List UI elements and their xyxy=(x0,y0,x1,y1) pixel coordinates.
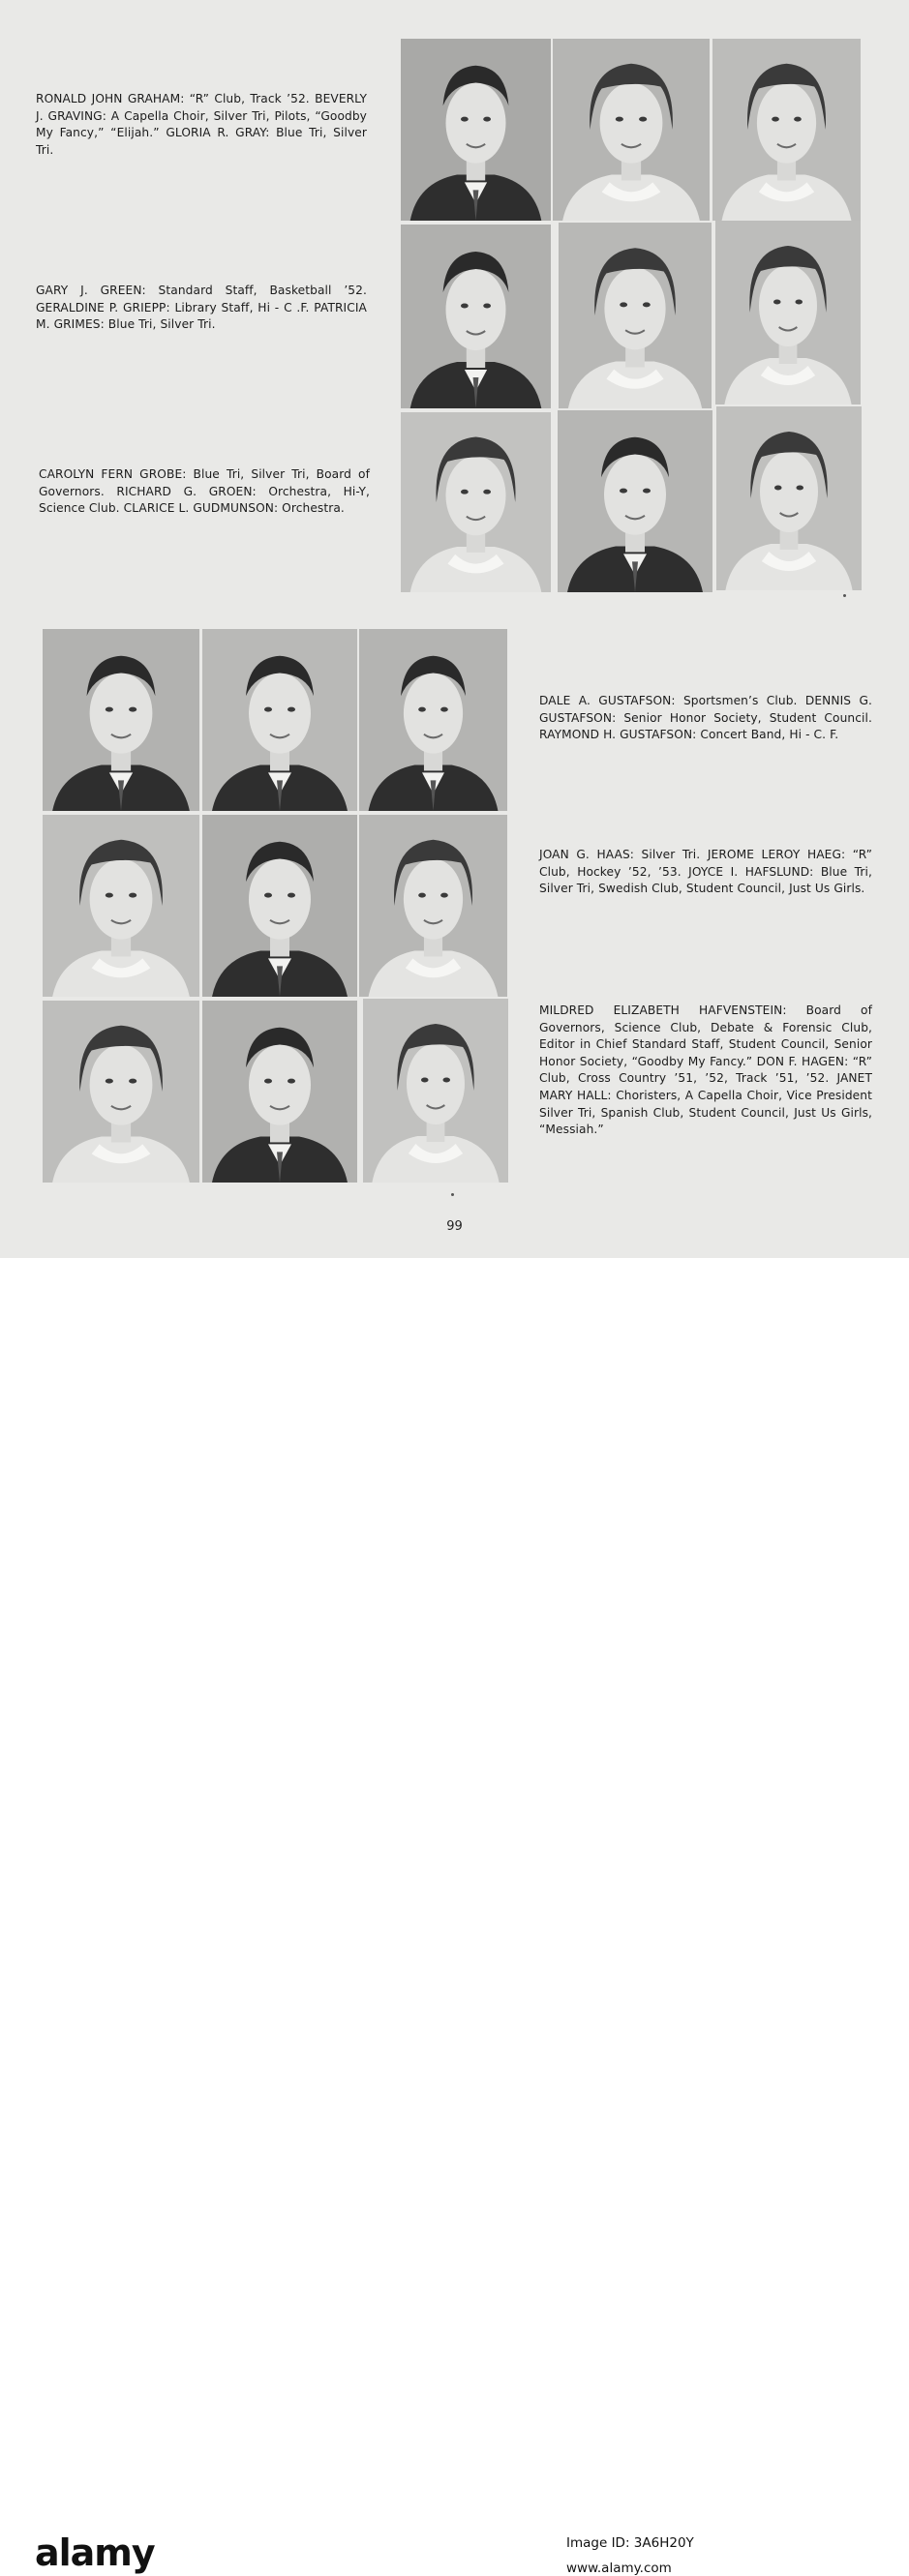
portrait-dale-gustafson xyxy=(43,629,199,811)
page-dot xyxy=(843,594,846,597)
portrait-mildred-hafvenstein xyxy=(43,1001,199,1183)
portrait-dennis-gustafson xyxy=(202,629,357,811)
caption-gustafson: DALE A. GUSTAFSON: Sportsmen’s Club. DENNIS G. GUSTAFSON: Senior Honor Society, Student Council. RAYMOND H. GUSTAFSON: Concert Band, Hi - C. F. xyxy=(539,694,872,742)
portrait-jerome-haeg xyxy=(202,815,357,997)
site-url: www.alamy.com xyxy=(566,2561,672,2576)
caption-hafvenstein-hagen-hall: MILDRED ELIZABETH HAFVENSTEIN: Board of Governors, Science Club, Debate & Forensic Club, Editor in Chief Standard Staff, Student Council, Senior Honor Society, “Goodby My Fancy.” DON F. HAGEN: “R” Club, Cross Country ’51, ’52, Track ’51, ’52. JANET MARY HALL: Choristers, A Capella Choir, Vice President Silver Tri, Spanish Club, Student Council, Just Us Girls, “Messiah.” xyxy=(539,1003,872,1137)
portrait-gary-green xyxy=(401,225,551,408)
caption-green-griepp-grimes: GARY J. GREEN: Standard Staff, Basketball ’52. GERALDINE P. GRIEPP: Library Staff, Hi - C .F. PATRICIA M. GRIMES: Blue Tri, Silver Tri. xyxy=(36,284,367,332)
page-number: 99 xyxy=(446,1219,463,1234)
caption-haas-haeg-hafslund: JOAN G. HAAS: Silver Tri. JEROME LEROY HAEG: “R” Club, Hockey ’52, ’53. JOYCE I. HAFSLUND: Blue Tri, Silver Tri, Swedish Club, Student Council, Just Us Girls. xyxy=(539,848,872,896)
portrait-joyce-hafslund xyxy=(359,815,507,997)
portrait-joan-haas xyxy=(43,815,199,997)
caption-grobe-groen-gudmunson: CAROLYN FERN GROBE: Blue Tri, Silver Tri, Board of Governors. RICHARD G. GROEN: Orchestra, Hi-Y, Science Club. CLARICE L. GUDMUNSON: Orchestra. xyxy=(39,467,370,516)
portrait-patricia-grimes xyxy=(715,221,861,404)
yearbook-page xyxy=(0,0,909,1258)
portrait-ronald-graham xyxy=(401,39,551,221)
caption-graham-graving-gray: RONALD JOHN GRAHAM: “R” Club, Track ’52. BEVERLY J. GRAVING: A Capella Choir, Silver Tri, Pilots, “Goodby My Fancy,” “Elijah.” GLORIA R. GRAY: Blue Tri, Silver Tri. xyxy=(36,92,367,157)
portrait-richard-groen xyxy=(558,410,712,592)
image-id: Image ID: 3A6H20Y xyxy=(566,2535,694,2551)
alamy-logo: alamy xyxy=(35,2531,155,2574)
portrait-janet-hall xyxy=(363,999,508,1183)
page-dot xyxy=(451,1193,454,1196)
portrait-don-hagen xyxy=(202,1001,357,1183)
portrait-geraldine-griepp xyxy=(559,223,712,408)
portrait-raymond-gustafson xyxy=(359,629,507,811)
portrait-carolyn-grobe xyxy=(401,412,551,592)
footer-bar xyxy=(0,1258,909,2576)
portrait-beverly-graving xyxy=(553,39,710,221)
portrait-clarice-gudmunson xyxy=(716,406,862,590)
portrait-gloria-gray xyxy=(712,39,861,221)
